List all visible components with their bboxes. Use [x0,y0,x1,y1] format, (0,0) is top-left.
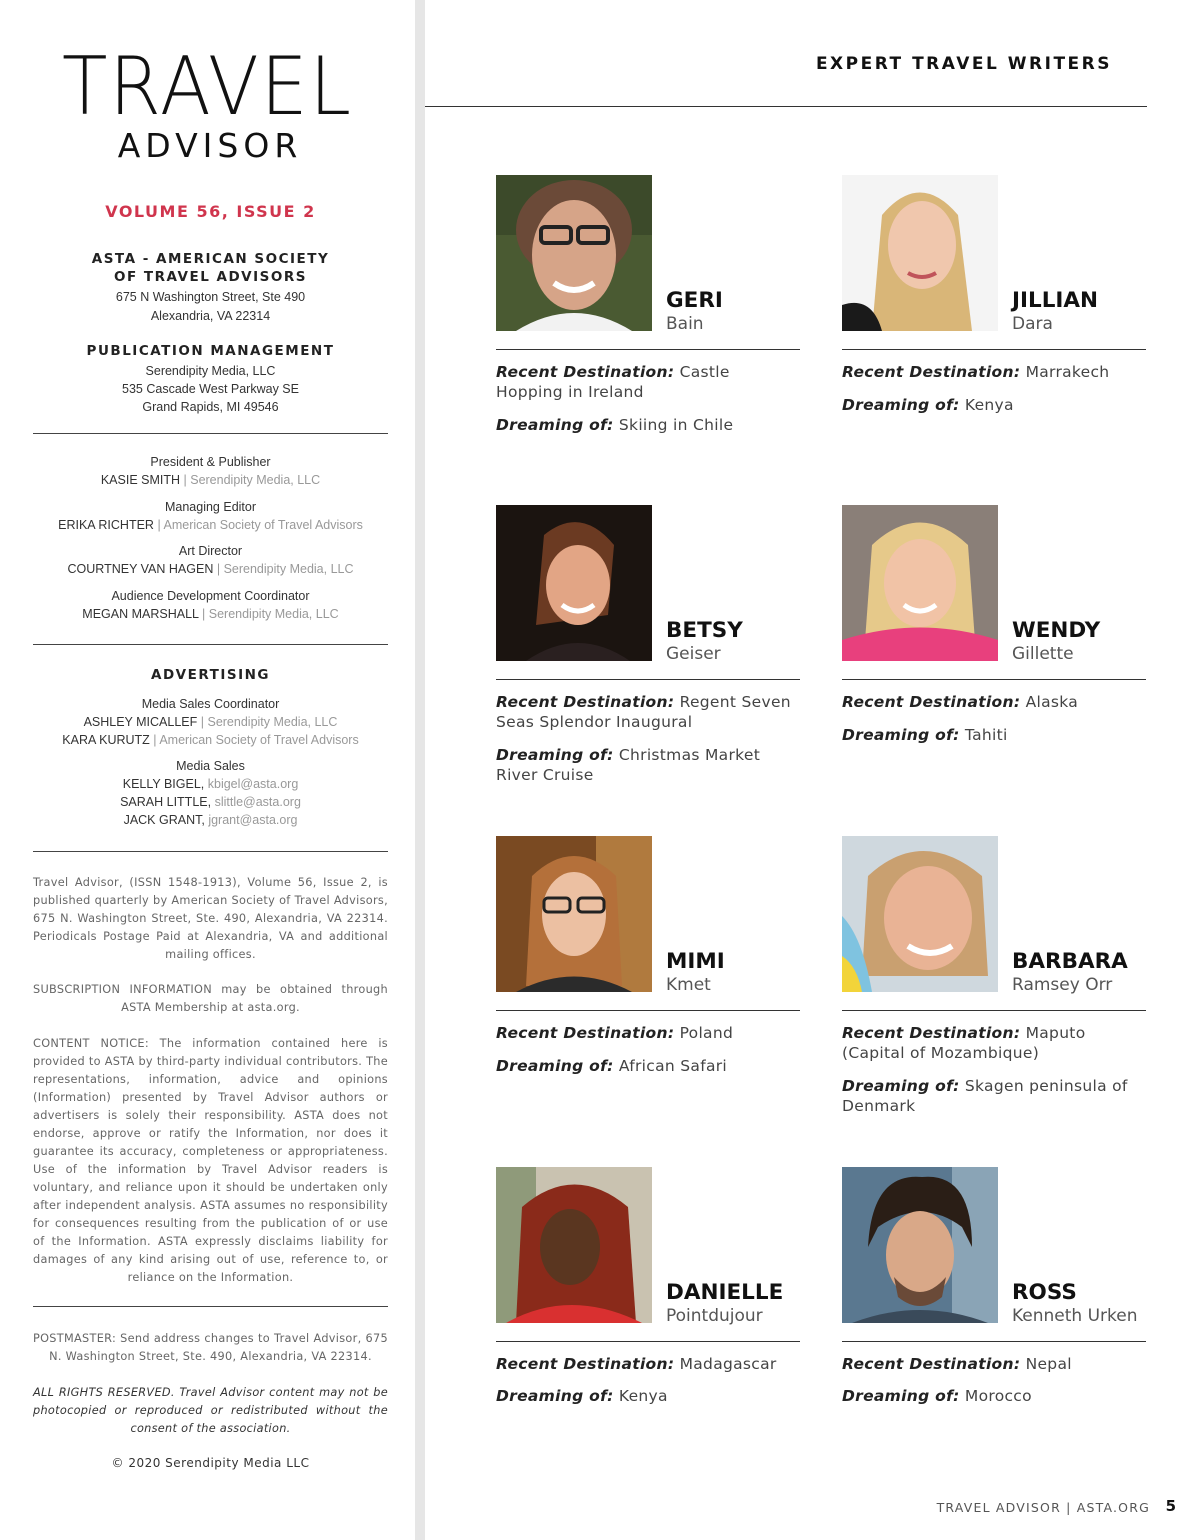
writer-first-name: GERI [666,288,723,313]
recent-destination: Recent Destination: Maputo (Capital of Mozambique) [842,1024,1086,1062]
logo-advisor: ADVISOR [117,126,303,165]
dreaming-of: Dreaming of: Skiing in Chile [496,416,734,434]
writer-photo [842,175,998,331]
dreaming-of: Dreaming of: Kenya [842,396,1014,414]
divider [33,851,388,852]
volume-issue: VOLUME 56, ISSUE 2 [105,202,316,221]
recent-destination: Recent Destination: Castle Hopping in Ireland [496,363,730,401]
writer-photo [496,1167,652,1323]
subscription-notice: SUBSCRIPTION INFORMATION may be obtained through ASTA Membership at asta.org. [33,983,388,1014]
writer-card-wendy [842,505,1146,805]
divider [33,644,388,645]
dreaming-of: Dreaming of: African Safari [496,1057,728,1075]
writer-photo [496,505,652,661]
page-footer: TRAVEL ADVISOR | ASTA.ORG [936,1500,1150,1515]
writer-card-jillian [842,175,1146,475]
divider [33,1306,388,1307]
recent-destination: Recent Destination: Madagascar [496,1355,777,1373]
email-link[interactable]: slittle@asta.org [214,795,301,809]
recent-destination: Recent Destination: Regent Seven Seas Splendor Inaugural [496,693,791,731]
rights-notice: ALL RIGHTS RESERVED. Travel Advisor content may not be photocopied or reproduced or redistributed without the consent of the association. [33,1386,388,1435]
writer-last-name: Gillette [1012,644,1074,664]
divider [33,433,388,434]
writer-rule [842,1341,1146,1342]
masthead-column [0,0,415,1540]
issn-notice: Travel Advisor, (ISSN 1548-1913), Volume 56, Issue 2, is published quarterly by American Society of Travel Advisors, 675 N. Washington Street, Ste. 490, Alexandria, VA 22314. Periodicals Postage Paid at Alexandria, VA and additional mailing offices. [33,876,388,961]
writer-last-name: Kmet [666,975,711,995]
writer-card-barbara [842,836,1146,1136]
org-name: ASTA - AMERICAN SOCIETY OF TRAVEL ADVISORS [91,251,330,285]
writer-card-ross [842,1167,1146,1467]
recent-destination: Recent Destination: Alaska [842,693,1079,711]
writer-rule [842,349,1146,350]
ad-coordinators: Media Sales Coordinator ASHLEY MICALLEF | Serendipity Media, LLC KARA KURUTZ | American Society of Travel Advisors [62,697,359,747]
writer-first-name: WENDY [1012,618,1101,643]
advertising-heading: ADVERTISING [151,667,270,683]
writer-last-name: Kenneth Urken [1012,1306,1138,1326]
org-address: 675 N Washington Street, Ste 490 Alexandria, VA 22314 [115,290,306,323]
recent-destination: Recent Destination: Marrakech [842,363,1110,381]
staff-entry: Audience Development Coordinator MEGAN MARSHALL | Serendipity Media, LLC [82,589,339,621]
writer-first-name: MIMI [666,949,725,974]
writer-photo [842,1167,998,1323]
email-link[interactable]: kbigel@asta.org [207,777,299,791]
writer-card-betsy [496,505,800,805]
recent-destination: Recent Destination: Poland [496,1024,734,1042]
writer-last-name: Ramsey Orr [1012,975,1113,995]
dreaming-of: Dreaming of: Morocco [842,1387,1032,1405]
postmaster-notice: POSTMASTER: Send address changes to Travel Advisor, 675 N. Washington Street, Ste. 490, Alexandria, VA 22314. [33,1332,388,1363]
dreaming-of: Dreaming of: Christmas Market River Cruise [496,746,761,784]
dreaming-of: Dreaming of: Skagen peninsula of Denmark [842,1077,1128,1115]
writer-last-name: Bain [666,314,704,334]
writer-photo [842,836,998,992]
writer-first-name: BARBARA [1012,949,1128,974]
writer-last-name: Dara [1012,314,1053,334]
writer-rule [496,1010,800,1011]
section-title: EXPERT TRAVEL WRITERS [815,54,1112,74]
staff-entry: President & Publisher KASIE SMITH | Serendipity Media, LLC [100,455,321,487]
media-sales: Media Sales KELLY BIGEL, kbigel@asta.org SARAH LITTLE, slittle@asta.org JACK GRANT, jgrant@asta.org [120,759,301,827]
publication-heading: PUBLICATION MANAGEMENT [86,343,335,359]
writer-card-mimi [496,836,800,1136]
writer-card-danielle [496,1167,800,1467]
copyright: © 2020 Serendipity Media LLC [111,1456,310,1470]
column-divider [415,0,425,1540]
email-link[interactable]: jgrant@asta.org [208,813,298,827]
writer-card-geri [496,175,800,475]
writer-photo [496,175,652,331]
writer-first-name: BETSY [666,618,743,643]
staff-entry: Art Director COURTNEY VAN HAGEN | Serendipity Media, LLC [67,544,354,576]
writer-first-name: ROSS [1012,1280,1077,1305]
writer-photo [842,505,998,661]
dreaming-of: Dreaming of: Kenya [496,1387,668,1405]
writer-photo [496,836,652,992]
writer-last-name: Geiser [666,644,721,664]
page-number: 5 [1165,1497,1176,1515]
writer-first-name: DANIELLE [666,1280,784,1305]
dreaming-of: Dreaming of: Tahiti [842,726,1008,744]
title-rule [425,106,1147,107]
writer-first-name: JILLIAN [1012,288,1099,313]
logo-travel: TRAVEL [62,40,353,133]
staff-entry: Managing Editor ERIKA RICHTER | American Society of Travel Advisors [58,500,363,532]
writer-rule [842,679,1146,680]
writer-rule [496,1341,800,1342]
writer-last-name: Pointdujour [666,1306,763,1326]
writer-rule [842,1010,1146,1011]
writer-rule [496,349,800,350]
content-notice: CONTENT NOTICE: The information contained here is provided to ASTA by third-party individual contributors. The representations, information, advice and opinions (Information) presented by Travel Advisor authors or advertisers is solely their responsibility. ASTA does not endorse, approve or ratify the Information, nor does it guarantee its accuracy, completeness or appropriateness. Use of the information by Travel Advisor readers is voluntary, and reliance upon it should be undertaken only after independent analysis. ASTA assumes no responsibility for consequences resulting from the publication of or use of the Information. ASTA expressly disclaims liability for damages of any kind arising out of use, reference to, or reliance on the Information. [33,1037,388,1284]
publisher-address: Serendipity Media, LLC 535 Cascade West Parkway SE Grand Rapids, MI 49546 [122,364,299,414]
recent-destination: Recent Destination: Nepal [842,1355,1072,1373]
writer-rule [496,679,800,680]
